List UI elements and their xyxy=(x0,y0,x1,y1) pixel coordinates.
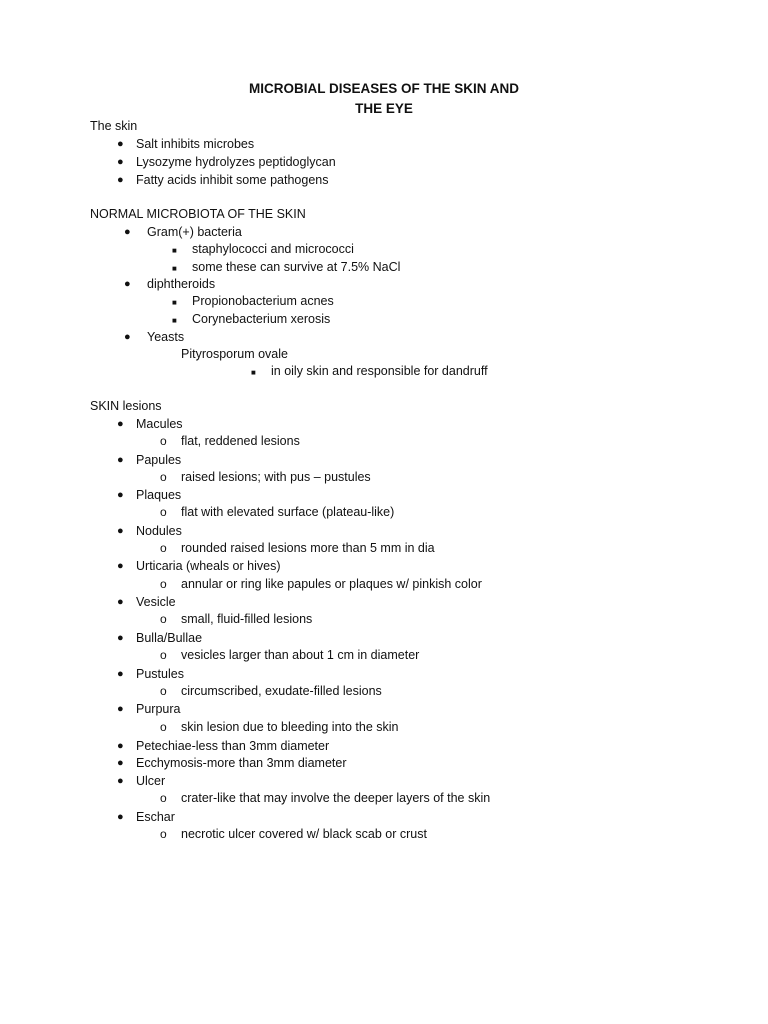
bullet-square-icon: ■ xyxy=(172,298,177,307)
list-item: Corynebacterium xerosis xyxy=(192,312,331,326)
bullet-circle-icon: o xyxy=(160,684,167,698)
list-item: rounded raised lesions more than 5 mm in dia xyxy=(181,541,435,555)
list-item: Purpura xyxy=(136,702,181,716)
bullet-square-icon: ■ xyxy=(172,264,177,273)
bullet-circle-icon: o xyxy=(160,827,167,841)
bullet-circle-icon: o xyxy=(160,541,167,555)
list-item: Vesicle xyxy=(136,595,176,609)
list-item: Salt inhibits microbes xyxy=(136,137,255,151)
bullet-circle-icon: o xyxy=(160,434,167,448)
bullet-circle-icon: o xyxy=(160,505,167,519)
list-item: crater-like that may involve the deeper layers of the skin xyxy=(181,791,491,805)
list-item: Nodules xyxy=(136,524,182,538)
list-item: diphtheroids xyxy=(147,277,216,291)
list-item: necrotic ulcer covered w/ black scab or crust xyxy=(181,827,427,841)
bullet-disc-icon: ● xyxy=(117,525,124,537)
bullet-disc-icon: ● xyxy=(117,740,124,752)
list-item: raised lesions; with pus – pustules xyxy=(181,470,371,484)
bullet-disc-icon: ● xyxy=(124,226,131,238)
list-item: Plaques xyxy=(136,488,182,502)
list-item: Urticaria (wheals or hives) xyxy=(136,559,281,573)
bullet-circle-icon: o xyxy=(160,577,167,591)
list-item: flat, reddened lesions xyxy=(181,434,300,448)
list-item: vesicles larger than about 1 cm in diameter xyxy=(181,648,420,662)
bullet-disc-icon: ● xyxy=(117,138,124,150)
list-item: Ecchymosis-more than 3mm diameter xyxy=(136,756,347,770)
list-item: staphylococci and micrococci xyxy=(192,242,354,256)
list-item: in oily skin and responsible for dandruff xyxy=(271,364,488,378)
bullet-disc-icon: ● xyxy=(117,703,124,715)
bullet-disc-icon: ● xyxy=(117,156,124,168)
list-item: Pityrosporum ovale xyxy=(181,347,288,361)
section-heading-the-skin: The skin xyxy=(90,119,138,133)
list-item: circumscribed, exudate-filled lesions xyxy=(181,684,382,698)
list-item: Eschar xyxy=(136,810,175,824)
bullet-disc-icon: ● xyxy=(117,757,124,769)
bullet-square-icon: ■ xyxy=(172,246,177,255)
list-item: Lysozyme hydrolyzes peptidoglycan xyxy=(136,155,336,169)
bullet-disc-icon: ● xyxy=(117,596,124,608)
bullet-disc-icon: ● xyxy=(124,331,131,343)
section-heading-normal-microbiota: NORMAL MICROBIOTA OF THE SKIN xyxy=(90,207,306,221)
bullet-disc-icon: ● xyxy=(117,811,124,823)
list-item: Petechiae-less than 3mm diameter xyxy=(136,739,330,753)
list-item: annular or ring like papules or plaques w/ pinkish color xyxy=(181,577,482,591)
list-item: Gram(+) bacteria xyxy=(147,225,242,239)
list-item: Propionobacterium acnes xyxy=(192,294,334,308)
document-title-line-1: MICROBIAL DISEASES OF THE SKIN AND xyxy=(248,81,520,96)
list-item: skin lesion due to bleeding into the skin xyxy=(181,720,399,734)
bullet-circle-icon: o xyxy=(160,720,167,734)
bullet-disc-icon: ● xyxy=(117,454,124,466)
bullet-disc-icon: ● xyxy=(117,174,124,186)
list-item: Bulla/Bullae xyxy=(136,631,203,645)
bullet-disc-icon: ● xyxy=(117,418,124,430)
document-title-line-2: THE EYE xyxy=(355,101,413,116)
bullet-square-icon: ■ xyxy=(172,316,177,325)
bullet-disc-icon: ● xyxy=(117,668,124,680)
bullet-disc-icon: ● xyxy=(117,560,124,572)
list-item: flat with elevated surface (plateau-like) xyxy=(181,505,395,519)
bullet-circle-icon: o xyxy=(160,612,167,626)
bullet-disc-icon: ● xyxy=(124,278,131,290)
bullet-disc-icon: ● xyxy=(117,489,124,501)
list-item: Fatty acids inhibit some pathogens xyxy=(136,173,329,187)
bullet-square-icon: ■ xyxy=(251,368,256,377)
list-item: Yeasts xyxy=(147,330,185,344)
bullet-circle-icon: o xyxy=(160,791,167,805)
list-item: Pustules xyxy=(136,667,184,681)
list-item: small, fluid-filled lesions xyxy=(181,612,313,626)
bullet-disc-icon: ● xyxy=(117,632,124,644)
list-item: some these can survive at 7.5% NaCl xyxy=(192,260,401,274)
bullet-disc-icon: ● xyxy=(117,775,124,787)
list-item: Macules xyxy=(136,417,183,431)
section-heading-skin-lesions: SKIN lesions xyxy=(90,399,162,413)
list-item: Ulcer xyxy=(136,774,166,788)
list-item: Papules xyxy=(136,453,182,467)
bullet-circle-icon: o xyxy=(160,470,167,484)
bullet-circle-icon: o xyxy=(160,648,167,662)
